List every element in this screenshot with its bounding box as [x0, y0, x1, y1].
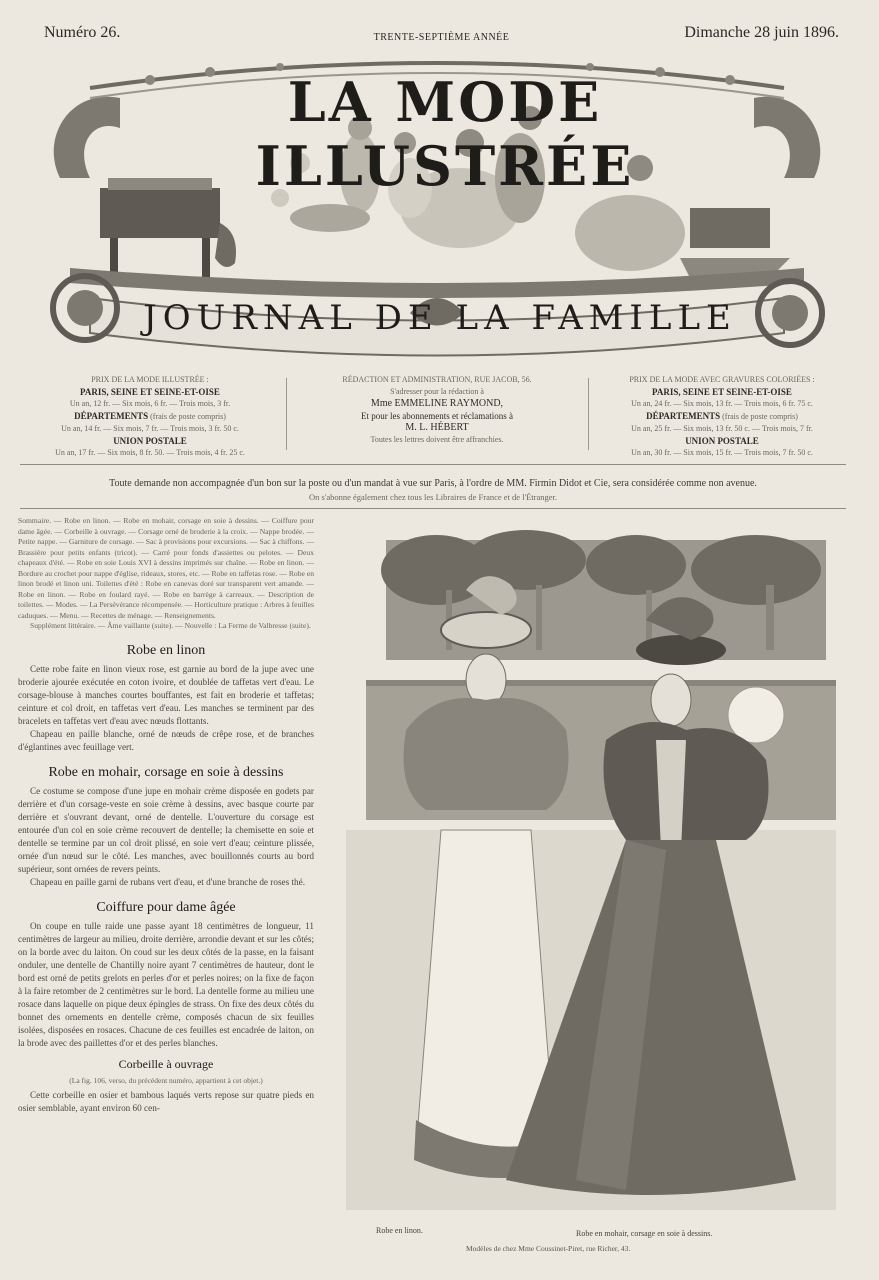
- masthead-title: LA MODE ILLUSTRÉE: [255, 70, 635, 198]
- price-title: PRIX DE LA MODE AVEC GRAVURES COLORIÉES :: [629, 375, 815, 384]
- editor-name: Mme EMMELINE RAYMOND,: [370, 398, 504, 409]
- dept-label: DÉPARTEMENTS: [74, 411, 149, 421]
- paris-prices: Un an, 12 fr. — Six mois, 6 fr. — Trois mois, 3 fr.: [69, 399, 231, 408]
- article-body: Ce costume se compose d'une jupe en mohair crème disposée en godets par derrière et d'un corsage-veste en soie crème à dessins, avec basque courte par derrière et s'ouvrant devant, orné de dentelle. L'ouverture du corsage est entourée d'un col en soie crème recouvert de dentelle; la chemisette en soie et dentelle se termine par un col droit plissé, en soie vert d'eau; ceinture plissée, ornée d'un nœud sur le côté. Les manches, avec bouillonnés courts au bord supérieur, sont ornées de revers peints.: [18, 785, 314, 874]
- article-title: Coiffure pour dame âgée: [96, 899, 236, 915]
- address-line: RÉDACTION ET ADMINISTRATION, RUE JACOB, 56.: [342, 375, 532, 384]
- fashion-plate: [326, 530, 836, 1220]
- libraries-notice: On s'abonne également chez tous les Libraires de France et de l'Étranger.: [308, 492, 558, 502]
- article-body: Cette robe faite en linon vieux rose, est garnie au bord de la jupe avec une broderie ajourée exécutée en coton ivoire, et doublée de taffetas vert d'eau. Le corsage-blouse à manches courtes bouffantes, est fait en broderie et taffetas; ceinture et col droit, en taffetas vert d'eau. Les manches se terminent par des bracelets en taffetas vert d'eau avec nœuds flottants.: [18, 663, 314, 726]
- article-note: (La fig. 106, verso, du précédent numéro, appartient à cet objet.): [69, 1075, 263, 1085]
- caption-right: Robe en mohair, corsage en soie à dessins.: [576, 1229, 713, 1238]
- fashion-plate-image: [326, 530, 836, 1220]
- union-label: UNION POSTALE: [113, 436, 187, 446]
- article-body: Chapeau en paille garni de rubans vert d'eau, et d'une branche de roses thé.: [30, 876, 305, 887]
- dept-prices: Un an, 25 fr. — Six mois, 13 fr. 50 c. — Trois mois, 7 fr.: [631, 424, 813, 433]
- paris-prices: Un an, 24 fr. — Six mois, 13 fr. — Trois mois, 6 fr. 75 c.: [631, 399, 813, 408]
- article-title: Robe en mohair, corsage en soie à dessins: [48, 764, 284, 780]
- rule: [20, 464, 846, 465]
- editor-intro: S'adresser pour la rédaction à: [390, 387, 484, 396]
- caption-left: Robe en linon.: [376, 1226, 423, 1235]
- admin-name: M. L. HÉBERT: [405, 422, 469, 433]
- postage-note: Toutes les lettres doivent être affranchies.: [370, 435, 504, 444]
- year-label: TRENTE-SEPTIÈME ANNÉE: [373, 32, 510, 43]
- article-body: Chapeau en paille blanche, orné de nœuds de crêpe rose, et de branches d'églantines avec feuillage vert.: [18, 728, 314, 752]
- union-prices: Un an, 17 fr. — Six mois, 8 fr. 50. — Trois mois, 4 fr. 25 c.: [55, 448, 245, 457]
- column-divider: [588, 378, 589, 450]
- table-of-contents: Sommaire. — Robe en linon. — Robe en mohair, corsage en soie à dessins. — Coiffure pour dame âgée. — Corbeille à ouvrage. — Corsage orné de broderie à la croix. — Nappe brodée. — Petite nappe. — Garniture de corsage. — Sac à provisions pour excursions. — Sac à chiffons. — Brassière pour petits enfants (tricot). — Carré pour fonds d'assiettes ou pelotes. — Deux chapeaux d'été. — Robe en soie Louis XVI à dessins imprimés sur chaîne. — Robe en linon. — Bordure au crochet pour nappe d'église, rideaux, stores, etc. — Robe en taffetas rose. — Robe en linon brodé et linon uni. Toilettes d'été : Robe en canevas doré sur transparent vert amande. — Robe en linon. — Robe en foulard rayé. — Robe en barrège à carreaux. — Description de toilettes. — Modes. — La Persévérance récompensée. — Horticulture pratique : Arbres à feuilles caduques. — Menu. — Recettes de ménage. — Renseignements.: [18, 516, 314, 620]
- issue-date: Dimanche 28 juin 1896.: [684, 24, 839, 41]
- union-label: UNION POSTALE: [685, 436, 759, 446]
- editorial-column: [292, 374, 582, 446]
- rule: [20, 508, 846, 509]
- masthead-subtitle: JOURNAL DE LA FAMILLE: [143, 298, 737, 338]
- masthead: [30, 58, 844, 358]
- dept-note: (frais de poste compris): [150, 412, 226, 421]
- dept-note: (frais de poste compris): [722, 412, 798, 421]
- dept-prices: Un an, 14 fr. — Six mois, 7 fr. — Trois mois, 3 fr. 50 c.: [61, 424, 239, 433]
- subscription-block: [20, 374, 846, 460]
- article-body: Cette corbeille en osier et bambous laqués verts repose sur quatre pieds en osier semblable, ayant environ 60 cen-: [18, 1089, 314, 1113]
- article-title: Robe en linon: [126, 642, 206, 658]
- price-column-colored: [594, 374, 850, 459]
- issue-number: Numéro 26.: [44, 24, 121, 41]
- price-column-basic: [20, 374, 280, 459]
- union-prices: Un an, 30 fr. — Six mois, 15 fr. — Trois mois, 7 fr. 50 c.: [631, 448, 813, 457]
- caption-credit: Modèles de chez Mme Coussinet-Piret, rue Richer, 43.: [466, 1244, 631, 1253]
- paris-label: PARIS, SEINE ET SEINE-ET-OISE: [652, 387, 792, 397]
- article-title: Corbeille à ouvrage: [118, 1056, 214, 1071]
- dept-label: DÉPARTEMENTS: [646, 411, 721, 421]
- issue-header: [44, 24, 839, 48]
- article-body: On coupe en tulle raide une passe ayant 18 centimètres de longueur, 11 centimètres de largeur au milieu, droite derrière, arrondie devant et sur les côtés; on la borde avec du laiton. On coud sur les deux côtés de la passe, en la faisant onduler, une dentelle de Chantilly noire ayant 7 centimètres de hauteur, dont le bord est orné de petits grelots en perles d'or et perles noires; on la fixe de façon à la faire retomber de 2 centimètres sur le bord. La dentelle forme au milieu une rosace dans laquelle on pique deux épingles de strass. On fixe des deux côtés du bonnet des ornements en dentelle crème, composés chacun de six feuilles isolées, disposées en rosaces. Chacune de ces feuilles est encadrée de laiton, on la brode avec des paillettes d'or et des perles blanches.: [18, 920, 314, 1048]
- order-notice: Toute demande non accompagnée d'un bon sur la poste ou d'un mandat à vue sur Paris, à l'ordre de MM. Firmin Didot et Cie, sera considérée comme non avenue.: [109, 478, 757, 489]
- column-divider: [286, 378, 287, 450]
- subscriptions-intro: Et pour les abonnements et réclamations à: [361, 411, 513, 421]
- text-column: [18, 516, 314, 1276]
- paris-label: PARIS, SEINE ET SEINE-ET-OISE: [80, 387, 220, 397]
- price-title: PRIX DE LA MODE ILLUSTRÉE :: [91, 375, 209, 384]
- supplement: Supplément littéraire. — Âme vaillante (suite). — Nouvelle : La Ferme de Valbresse (suite).: [30, 621, 311, 630]
